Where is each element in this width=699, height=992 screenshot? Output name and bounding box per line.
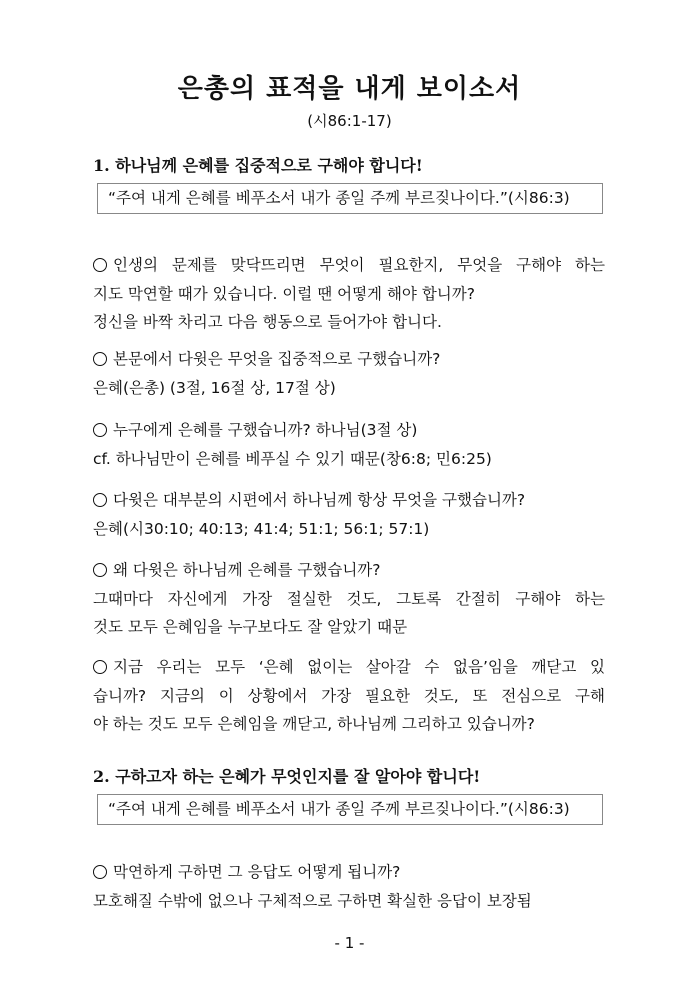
circle-bullet-icon — [93, 423, 107, 437]
circle-bullet-icon — [93, 865, 107, 879]
paragraph-line: 본문에서 다윗은 무엇을 집중적으로 구했습니까? — [93, 345, 605, 374]
question-paragraph — [93, 486, 605, 543]
paragraph-line: 은혜(은총) (3절, 16절 상, 17절 상) — [93, 378, 336, 397]
paragraph-line: 인생의 문제를 맞닥뜨리면 무엇이 필요한지, 무엇을 구해야 하는 — [93, 251, 605, 280]
circle-bullet-icon — [93, 563, 107, 577]
paragraph-line: 다윗은 대부분의 시편에서 하나님께 항상 무엇을 구했습니까? — [93, 486, 605, 515]
question-paragraph — [93, 251, 605, 337]
paragraph-line: 막연하게 구하면 그 응답도 어떻게 됩니까? — [93, 858, 605, 887]
question-paragraph — [93, 416, 605, 473]
page-number: - 1 - — [334, 934, 365, 952]
paragraph-line: 지도 막연할 때가 있습니다. 이럴 땐 어떻게 해야 합니까? — [93, 284, 475, 303]
circle-bullet-icon — [93, 258, 107, 272]
paragraph-line: 왜 다윗은 하나님께 은혜를 구했습니까? — [93, 556, 605, 585]
paragraph-line: 것도 모두 은혜임을 누구보다도 잘 알았기 때문 — [93, 618, 408, 636]
question-paragraph — [93, 556, 605, 642]
paragraph-line: 정신을 바짝 차리고 다음 행동으로 들어가야 합니다. — [93, 313, 442, 331]
paragraph-line: 지금 우리는 모두 ‘은혜 없이는 살아갈 수 없음’임을 깨닫고 있 — [93, 653, 605, 682]
scripture-quote-box: “주여 내게 은혜를 베푸소서 내가 종일 주께 부르짖나이다.”(시86:3) — [97, 794, 603, 825]
scripture-reference: (시86:1-17) — [307, 112, 392, 130]
paragraph-line: 그때마다 자신에게 가장 절실한 것도, 그토록 간절히 구해야 하는 — [93, 589, 605, 608]
paragraph-line: 야 하는 것도 모두 은혜임을 깨닫고, 하나님께 그리하고 있습니까? — [93, 715, 535, 733]
paragraph-line: 은혜(시30:10; 40:13; 41:4; 51:1; 56:1; 57:1) — [93, 519, 430, 538]
paragraph-line: 모호해질 수밖에 없으나 구체적으로 구하면 확실한 응답이 보장됨 — [93, 891, 532, 910]
question-paragraph — [93, 345, 605, 402]
circle-bullet-icon — [93, 660, 107, 674]
document-title: 은총의 표적을 내게 보이소서 — [177, 74, 522, 104]
circle-bullet-icon — [93, 493, 107, 507]
paragraph-line: 누구에게 은혜를 구했습니까? 하나님(3절 상) — [93, 416, 605, 445]
scripture-quote-box: “주여 내게 은혜를 베푸소서 내가 종일 주께 부르짖나이다.”(시86:3) — [97, 183, 603, 214]
section-heading: 1. 하나님께 은혜를 집중적으로 구해야 합니다! — [93, 156, 423, 175]
question-paragraph — [93, 858, 605, 915]
circle-bullet-icon — [93, 352, 107, 366]
section-heading: 2. 구하고자 하는 은혜가 무엇인지를 잘 알아야 합니다! — [93, 767, 481, 786]
paragraph-line: 습니까? 지금의 이 상황에서 가장 필요한 것도, 또 전심으로 구해 — [93, 686, 605, 705]
paragraph-line: cf. 하나님만이 은혜를 베푸실 수 있기 때문(창6:8; 민6:25) — [93, 449, 492, 468]
question-paragraph — [93, 653, 605, 739]
